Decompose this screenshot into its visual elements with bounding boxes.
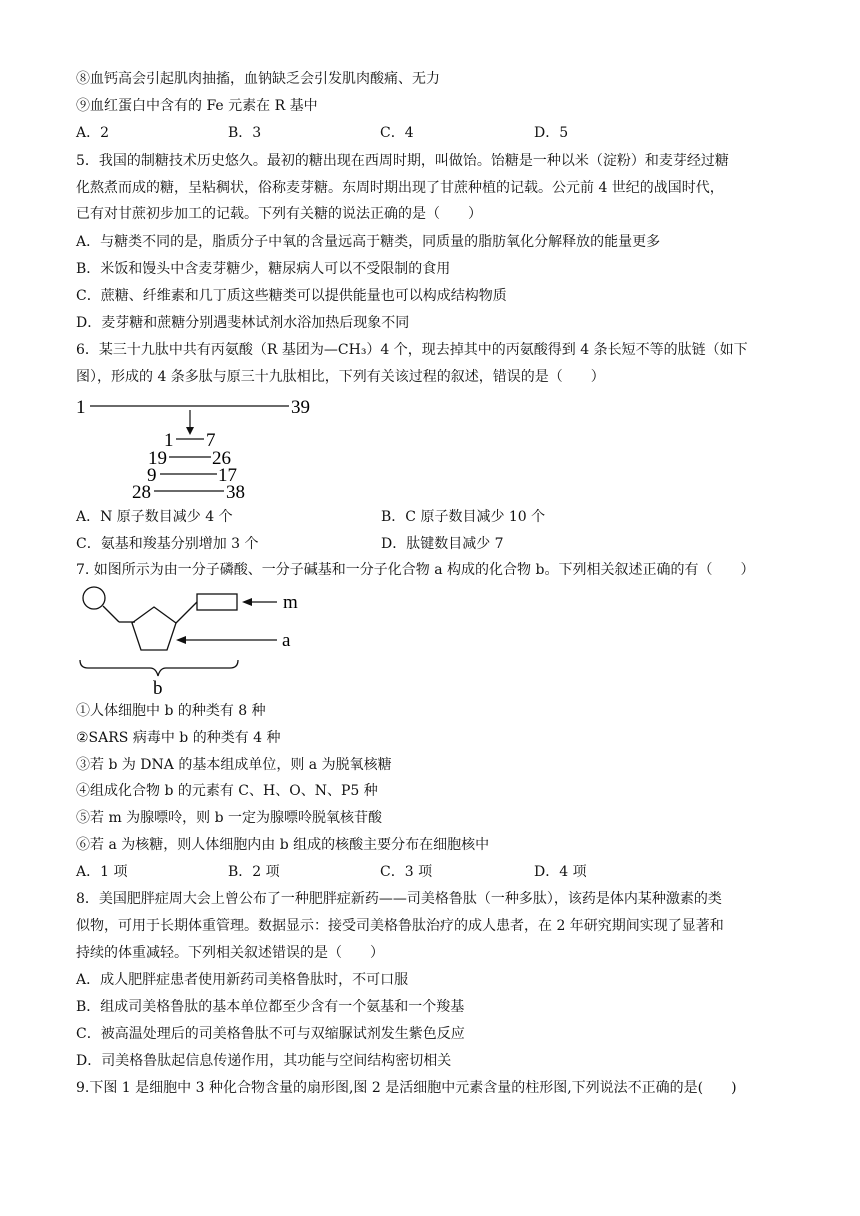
q6-option-d[interactable]: D．肽键数目减少 7 xyxy=(381,536,504,552)
q7-option-d[interactable]: D．4 项 xyxy=(534,864,587,880)
q6-option-a[interactable]: A．N 原子数目减少 4 个 xyxy=(76,509,233,525)
q7-option-b[interactable]: B．2 项 xyxy=(228,864,280,880)
statement-9: ⑨血红蛋白中含有的 Fe 元素在 R 基中 xyxy=(76,98,318,114)
q5-option-c[interactable]: C．蔗糖、纤维素和几丁质这些糖类可以提供能量也可以构成结构物质 xyxy=(76,288,507,304)
base-bond-line xyxy=(176,602,197,623)
q7-statement-2: ②SARS 病毒中 b 的种类有 4 种 xyxy=(76,730,281,746)
q5-option-a[interactable]: A．与糖类不同的是，脂质分子中氧的含量远高于糖类，同质量的脂肪氧化分解释放的能量更多 xyxy=(76,234,661,250)
label-m: m xyxy=(283,592,298,613)
q7-statement-5: ⑤若 m 为腺嘌呤，则 b 一定为腺嘌呤脱氧核苷酸 xyxy=(76,810,383,826)
q5-stem-line-2: 化熬煮而成的糖，呈粘稠状，俗称麦芽糖。东周时期出现了甘蔗种植的记载。公元前 4 世纪的战国时代， xyxy=(76,180,724,196)
q8-option-d[interactable]: D．司美格鲁肽起信息传递作用，其功能与空间结构密切相关 xyxy=(76,1053,452,1069)
q6-options-row-1 xyxy=(76,508,788,526)
q6-stem-line-2: 图），形成的 4 条多肽与原三十九肽相比，下列有关该过程的叙述，错误的是（ ） xyxy=(76,369,605,385)
fragment-1-start: 1 xyxy=(164,430,174,451)
q5-stem-line-1: 5．我国的制糖技术历史悠久。最初的糖出现在西周时期，叫做饴。饴糖是一种以米（淀粉）和麦芽经过糖 xyxy=(76,153,729,169)
fragment-4-start: 28 xyxy=(132,482,151,502)
q5-option-b[interactable]: B．米饭和馒头中含麦芽糖少，糖尿病人可以不受限制的食用 xyxy=(76,261,451,277)
chain-start-label: 1 xyxy=(76,397,86,418)
q9-stem: 9.下图 1 是细胞中 3 种化合物含量的扇形图,图 2 是活细胞中元素含量的柱形图,下列说法不正确的是( ) xyxy=(76,1080,737,1096)
q8-option-a[interactable]: A．成人肥胖症患者使用新药司美格鲁肽时，不可口服 xyxy=(76,972,409,988)
q6-options-row-2 xyxy=(76,535,788,553)
q4-option-b[interactable]: B．3 xyxy=(228,125,262,141)
q8-stem-line-2: 似物，可用于长期体重管理。数据显示：接受司美格鲁肽治疗的成人患者，在 2 年研究期间实现了显著和 xyxy=(76,918,724,934)
arrowhead-icon xyxy=(186,427,194,435)
statement-8: ⑧血钙高会引起肌肉抽搐，血钠缺乏会引发肌肉酸痛、无力 xyxy=(76,71,440,87)
q5-option-d[interactable]: D．麦芽糖和蔗糖分别遇斐林试剂水浴加热后现象不同 xyxy=(76,315,410,331)
arrow-left-icon xyxy=(176,636,186,644)
q7-statement-3: ③若 b 为 DNA 的基本组成单位，则 a 为脱氧核糖 xyxy=(76,757,392,773)
q4-options xyxy=(76,124,788,142)
base-rect-icon xyxy=(197,594,237,610)
q8-stem-line-1: 8．美国肥胖症周大会上曾公布了一种肥胖症新药——司美格鲁肽（一种多肽），该药是体内某种激素的类 xyxy=(76,891,722,907)
phosphate-bond-line xyxy=(103,606,119,622)
q7-statement-1: ①人体细胞中 b 的种类有 8 种 xyxy=(76,703,266,719)
nucleotide-diagram xyxy=(72,582,312,698)
q5-stem-line-3: 已有对甘蔗初步加工的记载。下列有关糖的说法正确的是（ ） xyxy=(76,206,482,222)
brace-icon xyxy=(80,660,238,676)
label-b: b xyxy=(153,678,163,698)
q4-option-a[interactable]: A．2 xyxy=(76,125,110,141)
phosphate-circle-icon xyxy=(83,587,105,609)
q4-option-d[interactable]: D．5 xyxy=(534,125,569,141)
q6-option-b[interactable]: B．C 原子数目减少 10 个 xyxy=(381,509,546,525)
arrow-left-icon xyxy=(242,598,252,606)
pentose-ring-icon xyxy=(132,607,176,650)
fragment-2-end: 26 xyxy=(212,448,231,469)
peptide-chain-diagram xyxy=(70,390,360,502)
q7-stem: 7. 如图所示为由一分子磷酸、一分子碱基和一分子化合物 a 构成的化合物 b。下列相关叙述正确的有（ ） xyxy=(76,562,755,578)
q6-stem-line-1: 6．某三十九肽中共有丙氨酸（R 基团为—CH₃）4 个，现去掉其中的丙氨酸得到 4 条长短不等的肽链（如下 xyxy=(76,342,748,358)
fragment-3-start: 9 xyxy=(147,465,157,486)
label-a: a xyxy=(282,630,291,651)
fragment-1-end: 7 xyxy=(206,430,216,451)
fragment-2-start: 19 xyxy=(148,448,167,469)
q8-option-b[interactable]: B．组成司美格鲁肽的基本单位都至少含有一个氨基和一个羧基 xyxy=(76,999,465,1015)
q4-option-c[interactable]: C．4 xyxy=(380,125,414,141)
q7-statement-6: ⑥若 a 为核糖，则人体细胞内由 b 组成的核酸主要分布在细胞核中 xyxy=(76,837,490,853)
q8-option-c[interactable]: C．被高温处理后的司美格鲁肽不可与双缩脲试剂发生紫色反应 xyxy=(76,1026,465,1042)
fragment-4-end: 38 xyxy=(226,482,245,502)
q8-stem-line-3: 持续的体重减轻。下列相关叙述错误的是（ ） xyxy=(76,945,384,961)
q7-statement-4: ④组成化合物 b 的元素有 C、H、O、N、P5 种 xyxy=(76,783,378,799)
q7-options xyxy=(76,863,788,881)
q6-option-c[interactable]: C．氨基和羧基分别增加 3 个 xyxy=(76,536,259,552)
q7-option-c[interactable]: C．3 项 xyxy=(380,864,433,880)
chain-end-label: 39 xyxy=(291,397,310,418)
fragment-3-end: 17 xyxy=(218,465,237,486)
q7-option-a[interactable]: A．1 项 xyxy=(76,864,128,880)
